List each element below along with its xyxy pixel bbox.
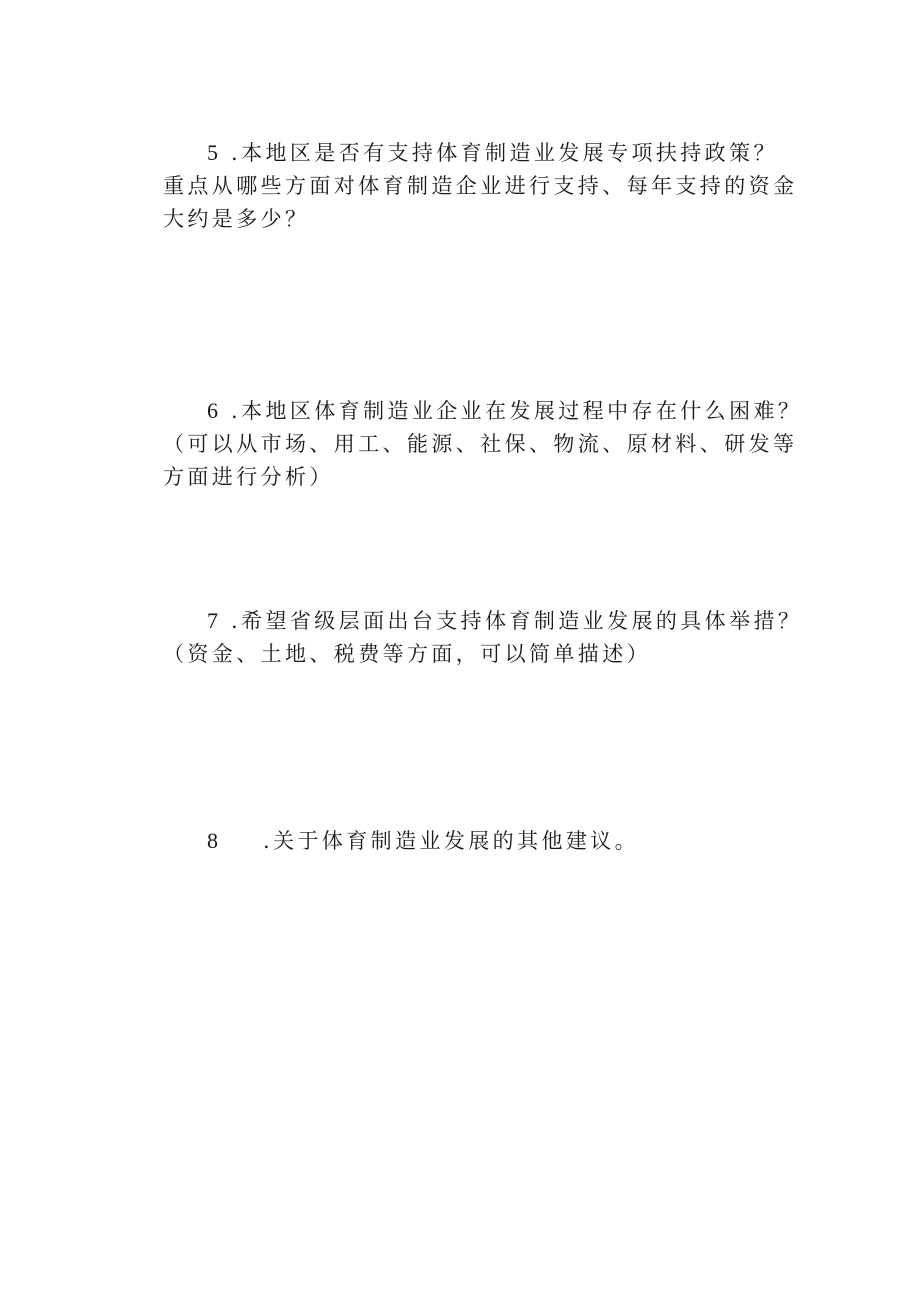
question-text: .本地区体育制造业企业在发展过程中存在什么困难？ — [231, 399, 803, 423]
question-text: .希望省级层面出台支持体育制造业发展的具体举措？ — [231, 609, 803, 633]
question-text: .关于体育制造业发展的其他建议。 — [263, 829, 640, 853]
question-line — [163, 394, 803, 428]
question-line — [163, 604, 803, 638]
question-number: 7 — [207, 608, 218, 633]
question-text: （资金、土地、税费等方面，可以简单描述） — [163, 642, 651, 666]
question-number: 8 — [207, 828, 218, 853]
question-text: 方面进行分析） — [163, 465, 334, 489]
question-text: 重点从哪些方面对体育制造企业进行支持、每年支持的资金 — [163, 174, 798, 198]
question-text: 大约是多少？ — [163, 207, 310, 231]
question-number: 6 — [207, 398, 218, 423]
question-7 — [163, 604, 803, 671]
question-number: 5 — [207, 140, 218, 165]
question-5 — [163, 136, 798, 236]
question-line — [163, 136, 783, 170]
question-line — [163, 824, 783, 858]
question-8 — [163, 824, 783, 858]
question-text: .本地区是否有支持体育制造业发展专项扶持政策？ — [231, 141, 778, 165]
question-text: （可以从市场、用工、能源、社保、物流、原材料、研发等 — [163, 432, 798, 456]
question-6 — [163, 394, 803, 494]
